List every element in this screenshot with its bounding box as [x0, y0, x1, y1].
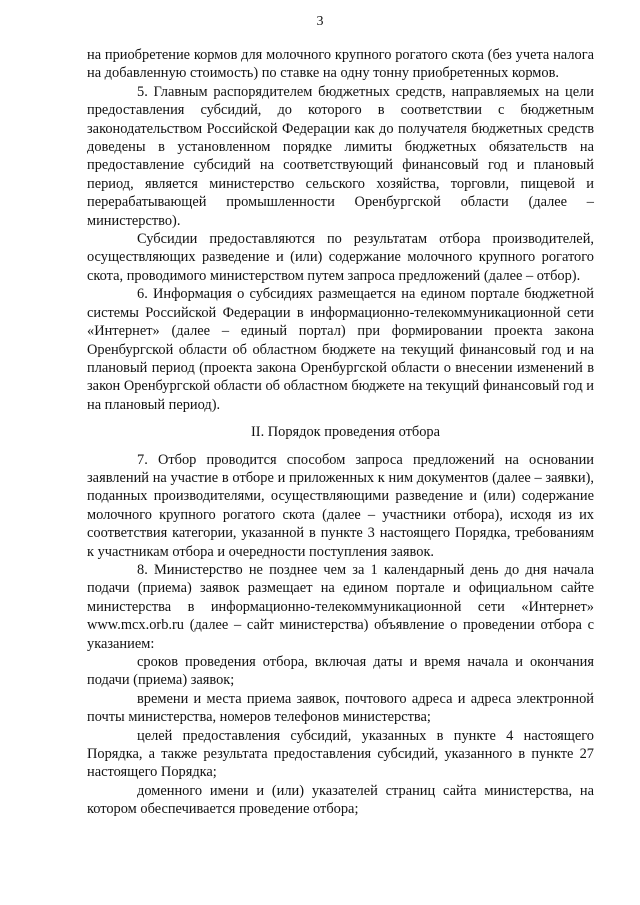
spacer [87, 442, 594, 451]
list-item-time-place: времени и места приема заявок, почтового адреса и адреса электронной почты министерства, номеров телефонов министерства; [87, 690, 594, 726]
spacer [87, 414, 594, 423]
paragraph-subsidies-selection: Субсидии предоставляются по результатам отбора производителей, осуществляющих разведение и (или) содержание молочного крупного рогатого скота, проводимого министерством путем запроса предложений (далее – отбор). [87, 231, 594, 284]
paragraph-item-8: 8. Министерство не позднее чем за 1 календарный день до дня начала подачи (приема) заявок размещает на едином портале и официальном сайте министерства в информационно-телекоммуникационной сети «Интернет» www.mcx.orb.ru (далее – сайт министерства) объявление о проведении отбора с указанием: [87, 561, 594, 652]
paragraph-item-7: 7. Отбор проводится способом запроса предложений на основании заявлений на участие в отборе и приложенных к ним документов (далее – заявки), поданных производителями, осуществляющими разведение и (или) содержание молочного крупного рогатого скота (далее – участники отбора), исходя из их соответствия категории, указанной в пункте 3 настоящего Порядка, требованиям к участникам отбора и очередности поступления заявок. [87, 451, 594, 560]
paragraph-continuation: на приобретение кормов для молочного крупного рогатого скота (без учета налога на добавленную стоимость) по ставке на одну тонну приобретенных кормов. [87, 47, 594, 82]
page-number: 3 [316, 14, 324, 29]
list-item-goals: целей предоставления субсидий, указанных в пункте 4 настоящего Порядка, а также результата предоставления субсидий, указанного в пункте 27 настоящего Порядка; [87, 727, 594, 781]
paragraph-item-6: 6. Информация о субсидиях размещается на едином портале бюджетной системы Российской Федерации в информационно-телекоммуникационной сети «Интернет» (далее – единый портал) при формировании проекта закона Оренбургской области об областном бюджете на текущий финансовый год и на плановый период (проекта закона Оренбургской области о внесении изменений в закон Оренбургской области об областном бюджете на текущий финансовый год и на плановый период). [87, 286, 594, 413]
section-heading: II. Порядок проведения отбора [250, 424, 440, 441]
paragraph-item-5: 5. Главным распорядителем бюджетных средств, направляемых на цели предоставления субсидий, до которого в соответствии с бюджетным законодательством Российской Федерации как до получателя бюджетных средств доведены в установленном порядке лимиты бюджетных обязательств на предоставление субсидий на соответствующий финансовый год и плановый период, является министерство сельского хозяйства, торговли, пищевой и перерабатывающей промышленности Оренбургской области (далее – министерство). [87, 83, 594, 229]
list-item-domain: доменного имени и (или) указателей страниц сайта министерства, на котором обеспечивается проведение отбора; [87, 782, 594, 818]
list-item-deadlines: сроков проведения отбора, включая даты и время начала и окончания подачи (приема) заявок; [87, 654, 594, 689]
document-body [87, 46, 594, 819]
